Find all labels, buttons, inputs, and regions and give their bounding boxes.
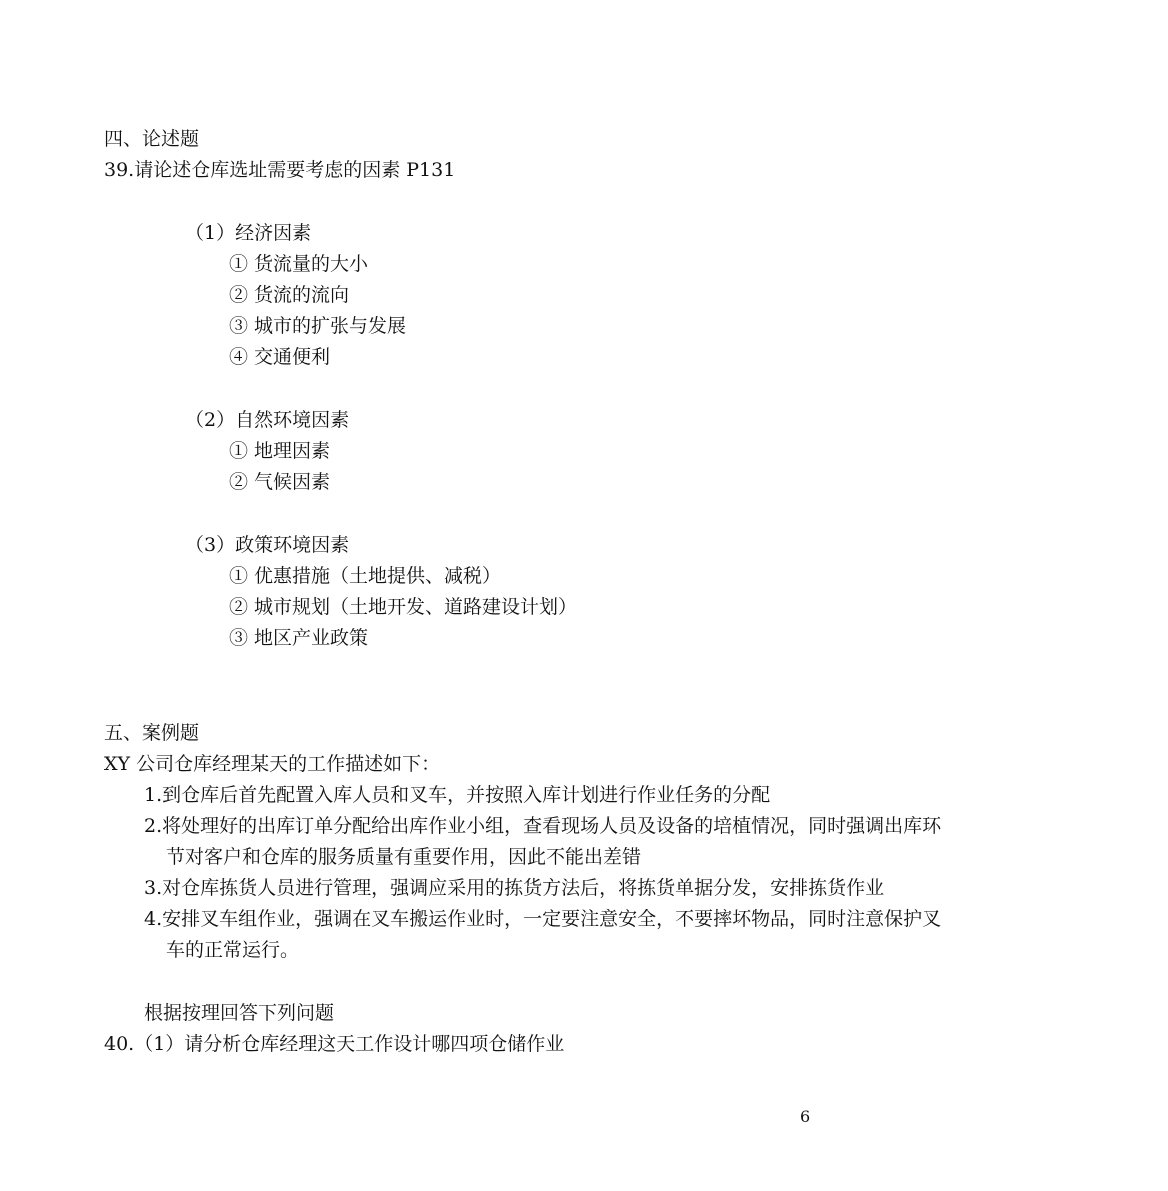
- group-2-item-1: ① 地理因素: [229, 440, 331, 462]
- section4-heading: 四、论述题: [104, 128, 200, 150]
- case-item-3: 3.对仓库拣货人员进行管理，强调应采用的拣货方法后，将拣货单据分发，安排拣货作业: [144, 877, 885, 899]
- group-3-item-3: ③ 地区产业政策: [229, 627, 369, 649]
- question-39: 39.请论述仓库选址需要考虑的因素 P131: [104, 159, 456, 181]
- question-40: 40.（1）请分析仓库经理这天工作设计哪四项仓储作业: [104, 1033, 565, 1055]
- group-2-item-2: ② 气候因素: [229, 471, 331, 493]
- group-2-title: （2）自然环境因素: [185, 409, 350, 431]
- page-number: 6: [800, 1107, 811, 1126]
- group-1-item-3: ③ 城市的扩张与发展: [229, 315, 407, 337]
- case-item-4-continued: 车的正常运行。: [166, 939, 300, 961]
- group-1-item-2: ② 货流的流向: [229, 284, 350, 306]
- group-3-item-1: ① 优惠措施（土地提供、减税）: [229, 565, 502, 587]
- group-3-title: （3）政策环境因素: [185, 534, 350, 556]
- case-item-4: 4.安排叉车组作业，强调在叉车搬运作业时，一定要注意安全，不要摔坏物品，同时注意保护叉: [144, 908, 942, 930]
- group-3-item-2: ② 城市规划（土地开发、道路建设计划）: [229, 596, 578, 618]
- case-item-2: 2.将处理好的出库订单分配给出库作业小组，查看现场人员及设备的培植情况，同时强调出库环: [144, 815, 942, 837]
- case-instruction: 根据按理回答下列问题: [144, 1002, 335, 1024]
- section5-heading: 五、案例题: [104, 722, 200, 744]
- case-intro: XY 公司仓库经理某天的工作描述如下：: [104, 753, 441, 775]
- case-item-2-continued: 节对客户和仓库的服务质量有重要作用，因此不能出差错: [166, 846, 642, 868]
- group-1-title: （1）经济因素: [185, 222, 312, 244]
- group-1-item-4: ④ 交通便利: [229, 346, 331, 368]
- group-1-item-1: ① 货流量的大小: [229, 253, 369, 275]
- case-item-1: 1.到仓库后首先配置入库人员和叉车，并按照入库计划进行作业任务的分配: [144, 784, 771, 806]
